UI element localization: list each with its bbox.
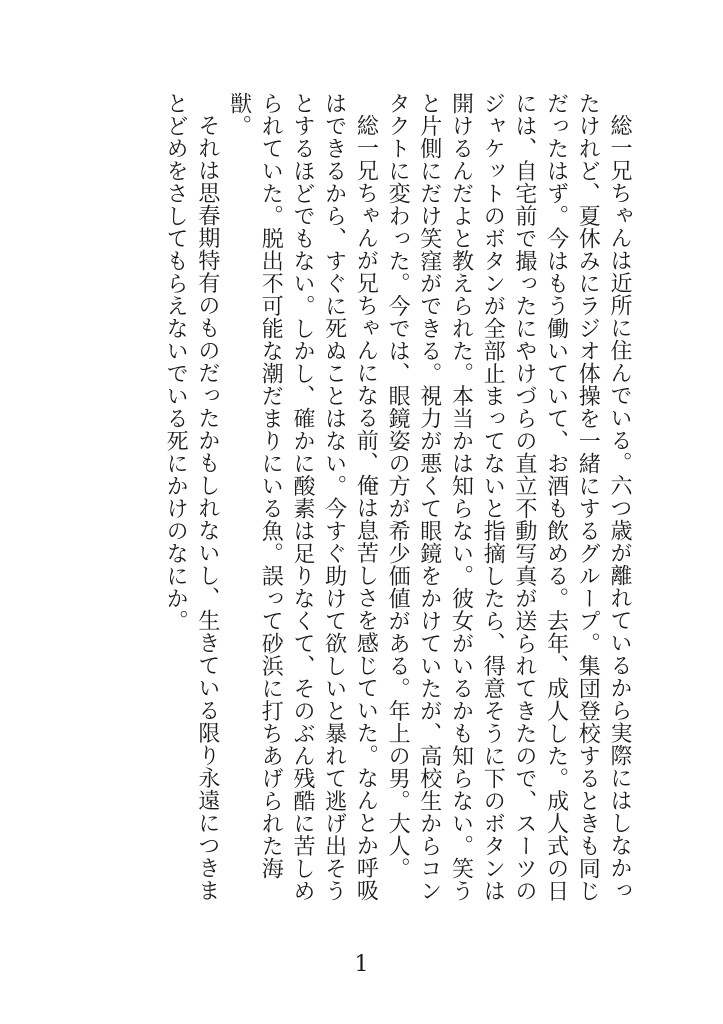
paragraph-3: それは思春期特有のものだったかもしれないし、生きている限り永遠につきまとどめをさしてもらえないでいる死にかけのなにか。	[163, 92, 220, 902]
paragraph-1: 総一兄ちゃんは近所に住んでいる。六つ歳が離れているから実際にはしなかったけれど、夏休みにラジオ体操を一緒にするグループ。集団登校するときも同じだったはず。今はもう働いていて、お酒も飲める。去年、成人した。成人式の日には、自宅前で撮ったにやけづらの直立不動写真が送られてきたので、スーツのジャケットのボタンが全部止まってないと指摘したら、得意そうに下のボタンは開けるんだよと教えられた。本当かは知らない。彼女がいるかも知らない。笑うと片側にだけ笑窪ができる。視力が悪くて眼鏡をかけていたが、高校生からコンタクトに変わった。今では、眼鏡姿の方が希少価値がある。年上の男。大人。	[385, 92, 632, 902]
page-number: 1	[354, 952, 369, 977]
vertical-text-body	[75, 92, 635, 912]
paragraph-2: 総一兄ちゃんが兄ちゃんになる前、俺は息苦しさを感じていた。なんとか呼吸はできるから、すぐに死ぬことはない。今すぐ助けて欲しいと暴れて逃げ出そうとするほどでもない。しかし、確かに酸素は足りなくて、そのぶん残酷に苦しめられていた。脱出不可能な潮だまりにいる魚。誤って砂浜に打ちあげられた海獣。	[226, 92, 379, 902]
